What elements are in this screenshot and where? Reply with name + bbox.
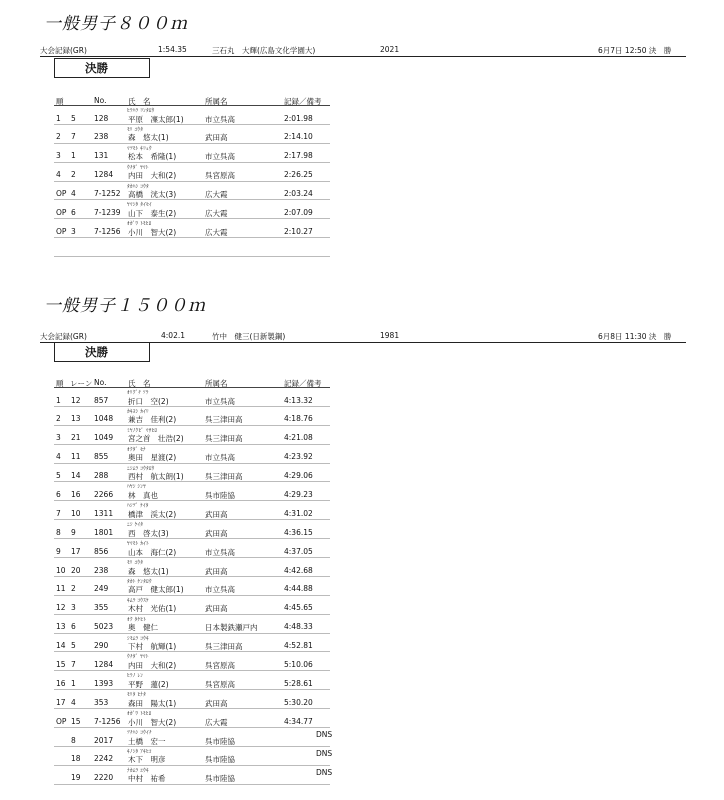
team-name: 武田高: [205, 566, 228, 576]
result-row: [54, 709, 330, 728]
name-kana: ﾋﾗﾊﾗ ﾘﾝﾀﾛｳ: [127, 108, 155, 114]
result-row: [54, 652, 330, 671]
result-time: 4:48.33: [284, 622, 313, 632]
athlete-name: 小川 智大(2): [128, 717, 177, 727]
result-time: 4:36.15: [284, 527, 313, 537]
bib-number: 1284: [94, 170, 114, 180]
athlete-name: 西 啓太(3): [128, 528, 169, 538]
result-row: [54, 445, 330, 464]
result-time: 4:42.68: [284, 565, 313, 575]
result-note: DNS: [316, 767, 333, 777]
athlete-name: 森 悠太(1): [128, 133, 169, 143]
bib-number: 290: [94, 641, 109, 651]
result-row: [54, 144, 330, 163]
name-kana: ﾆｼ ｹｲﾀ: [127, 522, 144, 529]
team-name: 武田高: [205, 698, 228, 708]
col-record: 記録／備考: [284, 97, 322, 106]
event-title-1500m: 一般男子１５００ｍ: [44, 296, 206, 316]
lane-cell: 10: [71, 508, 81, 518]
lane-cell: 17: [71, 546, 81, 556]
rank-cell: 3: [56, 151, 61, 161]
team-name: 広大霞: [205, 190, 228, 200]
result-time: 4:44.88: [284, 584, 313, 594]
result-row: [54, 125, 330, 144]
name-kana: ﾀｶﾊｼ ｺｳﾀ: [127, 183, 149, 190]
lane-cell: 3: [71, 603, 76, 613]
athlete-name: 奥 健仁: [128, 623, 158, 633]
result-time: 2:07.09: [284, 207, 313, 217]
result-row: [54, 634, 330, 653]
record-time: 4:02.1: [161, 331, 185, 340]
event-title-800m: 一般男子８００ｍ: [44, 14, 188, 34]
bib-number: 128: [94, 113, 109, 123]
lane-cell: 2: [71, 584, 76, 594]
result-time: 4:52.81: [284, 641, 313, 651]
name-kana: ﾊﾔｼ ｼﾝﾔ: [127, 484, 146, 491]
result-row: [54, 219, 330, 238]
team-name: 呉市陸協: [205, 774, 235, 784]
name-kana: ｷﾑﾗ ｺｳｽｹ: [127, 597, 149, 604]
name-kana: ﾔﾏｼﾀ ﾀｲｾｲ: [127, 202, 152, 209]
round-label-final: 決勝: [54, 58, 150, 78]
team-name: 広大霞: [205, 208, 228, 218]
record-year: 2021: [380, 45, 400, 54]
bib-number: 855: [94, 452, 109, 462]
result-time: 4:13.32: [284, 395, 313, 405]
rank-cell: 9: [56, 546, 61, 556]
athlete-name: 林 真也: [128, 490, 158, 500]
result-time: 4:37.05: [284, 546, 313, 556]
team-name: 広大霞: [205, 227, 228, 237]
athlete-name: 木下 明彦: [128, 755, 166, 765]
name-kana: ﾂﾁﾊｼ ｺｳｲﾁ: [127, 730, 152, 737]
name-kana: ｶｷﾖｼ ｶｲﾘ: [127, 408, 149, 415]
team-name: 呉市陸協: [205, 736, 235, 746]
name-kana: ｵｸ ﾀｹﾋﾄ: [127, 616, 146, 623]
athlete-name: 内田 大和(2): [128, 171, 177, 181]
record-holder: 竹中 健三(日新製鋼): [212, 332, 286, 341]
result-row: [54, 577, 330, 596]
result-time: 2:10.27: [284, 226, 313, 236]
bib-number: 1393: [94, 678, 114, 688]
name-kana: ﾋﾗﾉ ﾚﾝ: [127, 673, 144, 680]
result-row: [54, 596, 330, 615]
team-name: 呉宮原高: [205, 171, 235, 181]
rank-cell: 17: [56, 697, 66, 707]
athlete-name: 高戸 健太郎(1): [128, 585, 184, 595]
record-holder: 三石丸 大輝(広島文化学園大): [212, 46, 316, 55]
team-name: 市立呉高: [205, 585, 235, 595]
result-row: [54, 615, 330, 634]
bib-number: 857: [94, 395, 109, 405]
bib-number: 7-1256: [94, 716, 121, 726]
name-kana: ﾓﾘ ﾕｳﾀ: [127, 126, 144, 133]
record-label: 大会記録(GR): [40, 46, 87, 55]
result-row: [54, 671, 330, 690]
team-name: 呉三津田高: [205, 415, 243, 425]
name-kana: ﾆｼﾑﾗ ｺｳﾀﾛｳ: [127, 465, 155, 472]
athlete-name: 内田 大和(2): [128, 660, 177, 670]
result-time: 4:29.23: [284, 489, 313, 499]
rank-cell: OP: [56, 226, 67, 236]
col-no: No.: [94, 96, 107, 105]
name-kana: ｵｶﾞﾜ ﾄﾓﾋﾛ: [127, 221, 152, 228]
name-kana: ｵｸﾀﾞ ｾﾅ: [127, 446, 146, 453]
rank-cell: 4: [56, 170, 61, 180]
result-row: [54, 106, 330, 125]
team-name: 武田高: [205, 528, 228, 538]
rank-cell: 16: [56, 678, 66, 688]
bib-number: 355: [94, 603, 109, 613]
name-kana: ｳﾁﾀﾞ ﾔﾏﾄ: [127, 654, 149, 661]
result-time: 5:28.61: [284, 678, 313, 688]
bib-number: 7-1252: [94, 189, 121, 199]
record-year: 1981: [380, 331, 400, 340]
rank-cell: 3: [56, 433, 61, 443]
event-datetime: 6月7日 12:50 決 勝: [598, 46, 672, 55]
col-rank: 順: [56, 379, 64, 388]
event-datetime: 6月8日 11:30 決 勝: [598, 332, 672, 341]
result-time: 4:18.76: [284, 414, 313, 424]
athlete-name: 中村 祐希: [128, 774, 166, 784]
rank-cell: 13: [56, 622, 66, 632]
bib-number: 249: [94, 584, 109, 594]
bib-number: 1048: [94, 414, 114, 424]
team-name: 呉市陸協: [205, 490, 235, 500]
name-kana: ｼﾓﾑﾗ ｺｳｷ: [127, 635, 149, 642]
lane-cell: 16: [71, 489, 81, 499]
result-row: [54, 520, 330, 539]
result-time: 4:45.65: [284, 603, 313, 613]
lane-cell: 1: [71, 151, 76, 161]
col-no: No.: [94, 378, 107, 387]
athlete-name: 高橋 洸太(3): [128, 190, 177, 200]
athlete-name: 橋津 渓太(2): [128, 509, 177, 519]
athlete-name: 松本 希隆(1): [128, 152, 177, 162]
rank-cell: 15: [56, 659, 66, 669]
team-name: 日本製鉄瀬戸内: [205, 623, 258, 633]
athlete-name: 森 悠太(1): [128, 566, 169, 576]
lane-cell: 3: [71, 226, 76, 236]
team-name: 武田高: [205, 509, 228, 519]
lane-cell: 5: [71, 641, 76, 651]
lane-cell: 13: [71, 414, 81, 424]
bib-number: 238: [94, 132, 109, 142]
team-name: 呉三津田高: [205, 472, 243, 482]
result-time: 2:03.24: [284, 189, 313, 199]
rank-cell: OP: [56, 189, 67, 199]
athlete-name: 木村 光佑(1): [128, 604, 177, 614]
result-row: [54, 200, 330, 219]
result-time: 4:31.02: [284, 508, 313, 518]
record-label: 大会記録(GR): [40, 332, 87, 341]
result-time: 5:10.06: [284, 659, 313, 669]
name-kana: ｷﾉｼﾀ ｱｷﾋｺ: [127, 748, 152, 755]
athlete-name: 宮之首 壮浩(2): [128, 434, 184, 444]
team-name: 市立呉高: [205, 152, 235, 162]
result-row: [54, 766, 333, 785]
lane-cell: 8: [71, 735, 76, 745]
lane-cell: 4: [71, 697, 76, 707]
results-table-1500m: [54, 378, 333, 785]
bib-number: 856: [94, 546, 109, 556]
rank-cell: 7: [56, 508, 61, 518]
bib-number: 7-1239: [94, 207, 121, 217]
athlete-name: 小川 智大(2): [128, 227, 177, 237]
result-row: [54, 482, 330, 501]
col-record: 記録／備考: [284, 379, 322, 388]
meet-record-line-800m: [40, 45, 686, 57]
lane-cell: 14: [71, 471, 81, 481]
lane-cell: 6: [71, 622, 76, 632]
bib-number: 288: [94, 471, 109, 481]
name-kana: ｵｶﾞﾜ ﾄﾓﾋﾛ: [127, 711, 152, 718]
bib-number: 7-1256: [94, 226, 121, 236]
rank-cell: 2: [56, 414, 61, 424]
result-time: 2:01.98: [284, 113, 313, 123]
team-name: 市立呉高: [205, 396, 235, 406]
rank-cell: 5: [56, 471, 61, 481]
rank-cell: 14: [56, 641, 66, 651]
team-name: 呉宮原高: [205, 679, 235, 689]
name-kana: ﾅｶﾑﾗ ﾕｳｷ: [127, 767, 149, 774]
record-time: 1:54.35: [158, 45, 187, 54]
result-row: [54, 501, 330, 520]
result-row: [54, 728, 333, 747]
result-time: 4:29.06: [284, 471, 313, 481]
result-time: 2:17.98: [284, 151, 313, 161]
team-name: 呉宮原高: [205, 660, 235, 670]
lane-cell: 7: [71, 132, 76, 142]
name-kana: ﾏﾂﾓﾄ ｷﾘｭｳ: [127, 145, 152, 152]
result-row: [54, 407, 330, 426]
athlete-name: 平原 凜太郎(1): [128, 114, 184, 124]
athlete-name: 山下 泰生(2): [128, 208, 177, 218]
name-kana: ﾐﾔﾉｸﾋﾞ ﾏｻﾋﾛ: [127, 427, 158, 434]
team-name: 呉三津田高: [205, 434, 243, 444]
result-time: 2:14.10: [284, 132, 313, 142]
lane-cell: 6: [71, 207, 76, 217]
bib-number: 5023: [94, 622, 114, 632]
rank-cell: 1: [56, 395, 61, 405]
result-time: 4:21.08: [284, 433, 313, 443]
result-row: [54, 747, 333, 766]
bib-number: 2017: [94, 735, 114, 745]
name-kana: ﾀｶﾄ ｹﾝﾀﾛｳ: [127, 578, 152, 585]
result-time: 4:23.92: [284, 452, 313, 462]
rank-cell: 11: [56, 584, 66, 594]
result-time: 2:26.25: [284, 170, 313, 180]
result-row: [54, 690, 330, 709]
team-name: 市立呉高: [205, 114, 235, 124]
table-divider: [54, 256, 330, 257]
lane-cell: 18: [71, 754, 81, 764]
col-lane: レーン: [70, 379, 93, 388]
lane-cell: 15: [71, 716, 81, 726]
name-kana: ﾔﾏﾓﾄ ｶｲﾄ: [127, 541, 149, 548]
lane-cell: 9: [71, 527, 76, 537]
name-kana: ｵﾘｸﾞﾁ ｿﾗ: [127, 390, 149, 396]
rank-cell: 12: [56, 603, 66, 613]
round-label-final: 決勝: [54, 342, 150, 362]
lane-cell: 1: [71, 678, 76, 688]
team-name: 市立呉高: [205, 547, 235, 557]
athlete-name: 山本 海仁(2): [128, 547, 177, 557]
rank-cell: OP: [56, 207, 67, 217]
result-note: DNS: [316, 730, 333, 740]
team-name: 呉三津田高: [205, 642, 243, 652]
name-kana: ｳﾁﾀﾞ ﾔﾏﾄ: [127, 164, 149, 171]
result-row: [54, 182, 330, 201]
lane-cell: 20: [71, 565, 81, 575]
result-row: [54, 388, 330, 407]
lane-cell: 12: [71, 395, 81, 405]
rank-cell: 6: [56, 489, 61, 499]
col-team: 所属名: [205, 97, 228, 106]
lane-cell: 2: [71, 170, 76, 180]
bib-number: 131: [94, 151, 109, 161]
lane-cell: 21: [71, 433, 81, 443]
bib-number: 1801: [94, 527, 114, 537]
athlete-name: 下村 航輝(1): [128, 642, 177, 652]
rank-cell: OP: [56, 716, 67, 726]
result-row: [54, 539, 330, 558]
results-table-800m: [54, 96, 330, 238]
rank-cell: 1: [56, 113, 61, 123]
result-row: [54, 426, 330, 445]
athlete-name: 土橋 宏一: [128, 736, 166, 746]
rank-cell: 10: [56, 565, 66, 575]
bib-number: 238: [94, 565, 109, 575]
bib-number: 1049: [94, 433, 114, 443]
result-row: [54, 464, 330, 483]
team-name: 武田高: [205, 604, 228, 614]
col-name: 氏 名: [128, 97, 151, 106]
bib-number: 2220: [94, 773, 114, 783]
rank-cell: 2: [56, 132, 61, 142]
athlete-name: 森田 陽太(1): [128, 698, 177, 708]
lane-cell: 4: [71, 189, 76, 199]
bib-number: 2266: [94, 489, 114, 499]
team-name: 広大霞: [205, 717, 228, 727]
result-row: [54, 163, 330, 182]
lane-cell: 5: [71, 113, 76, 123]
bib-number: 353: [94, 697, 109, 707]
lane-cell: 7: [71, 659, 76, 669]
name-kana: ﾓﾘﾀ ﾋﾅﾀ: [127, 692, 146, 699]
athlete-name: 奥田 星渡(2): [128, 453, 177, 463]
rank-cell: 4: [56, 452, 61, 462]
athlete-name: 折口 空(2): [128, 396, 169, 406]
team-name: 武田高: [205, 133, 228, 143]
rank-cell: 8: [56, 527, 61, 537]
col-team: 所属名: [205, 379, 228, 388]
result-row: [54, 558, 330, 577]
col-name: 氏 名: [128, 379, 151, 388]
lane-cell: 11: [71, 452, 81, 462]
athlete-name: 西村 航太朗(1): [128, 472, 184, 482]
result-time: 5:30.20: [284, 697, 313, 707]
lane-cell: 19: [71, 773, 81, 783]
team-name: 市立呉高: [205, 453, 235, 463]
name-kana: ﾊｼﾂﾞ ｹｲﾀ: [127, 503, 149, 510]
bib-number: 2242: [94, 754, 114, 764]
table-header: [54, 378, 330, 388]
table-header: [54, 96, 330, 106]
name-kana: ﾓﾘ ﾕｳﾀ: [127, 560, 144, 567]
team-name: 呉市陸協: [205, 755, 235, 765]
result-time: 4:34.77: [284, 716, 313, 726]
bib-number: 1284: [94, 659, 114, 669]
bib-number: 1311: [94, 508, 114, 518]
athlete-name: 兼吉 佳利(2): [128, 415, 177, 425]
result-note: DNS: [316, 748, 333, 758]
col-rank: 順: [56, 97, 64, 106]
athlete-name: 平野 蓮(2): [128, 679, 169, 689]
